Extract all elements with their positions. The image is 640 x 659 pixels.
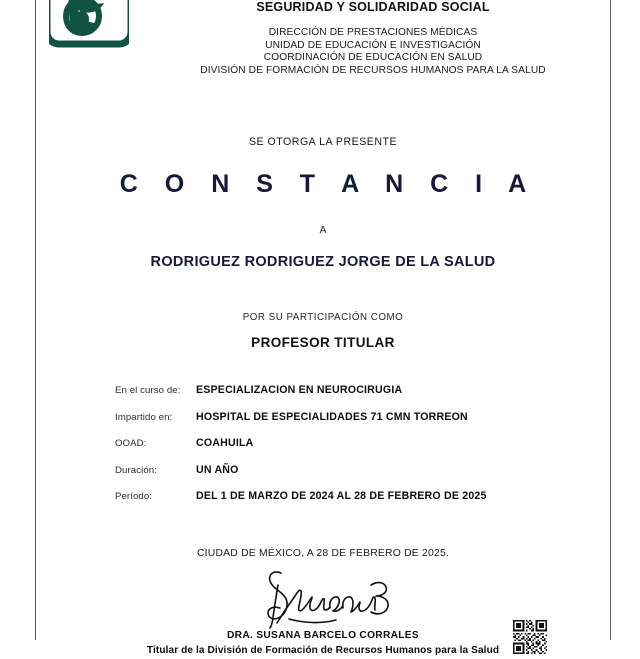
detail-row-curso [115,384,610,411]
handwritten-signature-susana [243,567,403,629]
detail-value-impartido: HOSPITAL DE ESPECIALIDADES 71 CMN TORREON [196,410,468,423]
course-details-list [36,384,610,517]
detail-label-duracion: Duración: [115,464,157,476]
issue-place-date: CIUDAD DE MÉXICO, A 28 DE FEBRERO DE 2025. [196,547,450,559]
page-border-right [610,0,611,640]
institute-title: SEGURIDAD Y SOLIDARIDAD SOCIAL [256,0,490,14]
detail-row-duracion [115,464,610,491]
detail-value-curso: ESPECIALIZACION EN NEUROCIRUGIA [196,384,403,396]
recipient-preposition: A [319,225,327,236]
detail-value-duracion: UN AÑO [196,463,239,476]
recipient-name: RODRIGUEZ RODRIGUEZ JORGE DE LA SALUD [150,254,496,270]
header-subtitle-line-4: DIVISIÓN DE FORMACIÓN DE RECURSOS HUMANOS PARA LA SALUD [200,64,546,76]
detail-label-curso: En el curso de: [115,385,181,396]
role-lead-text: POR SU PARTICIPACIÓN COMO [242,312,404,323]
signer-title: Titular de la División de Formación de Recursos Humanos para la Salud [146,644,500,656]
award-section [36,136,610,350]
verification-qr-code [513,620,547,654]
certificate-content [36,0,610,656]
detail-row-periodo [115,490,610,517]
header-subtitle-list [144,27,602,77]
certificate-header [36,0,610,92]
header-subtitle-line-2: UNIDAD DE EDUCACIÓN E INVESTIGACIÓN [265,39,481,51]
page-title: C O N S T A N C I A [119,170,537,198]
imss-eagle-logo [49,0,129,68]
detail-value-ooad: COAHUILA [196,437,254,449]
detail-label-impartido: Impartido en: [115,411,173,423]
detail-row-ooad [115,437,610,464]
role-name: PROFESOR TITULAR [251,335,395,350]
detail-value-periodo: DEL 1 DE MARZO DE 2024 AL 28 DE FEBRERO DE 2025 [196,490,487,502]
award-lead-text: SE OTORGA LA PRESENTE [248,136,398,148]
detail-label-ooad: OOAD: [115,438,147,449]
header-subtitle-line-1: DIRECCIÓN DE PRESTACIONES MÉDICAS [268,27,478,38]
detail-row-impartido [115,411,610,438]
signer-name: DRA. SUSANA BARCELO CORRALES [227,629,419,641]
header-subtitle-line-3: COORDINACIÓN DE EDUCACIÓN EN SALUD [263,52,483,64]
detail-label-periodo: Período: [115,491,153,502]
